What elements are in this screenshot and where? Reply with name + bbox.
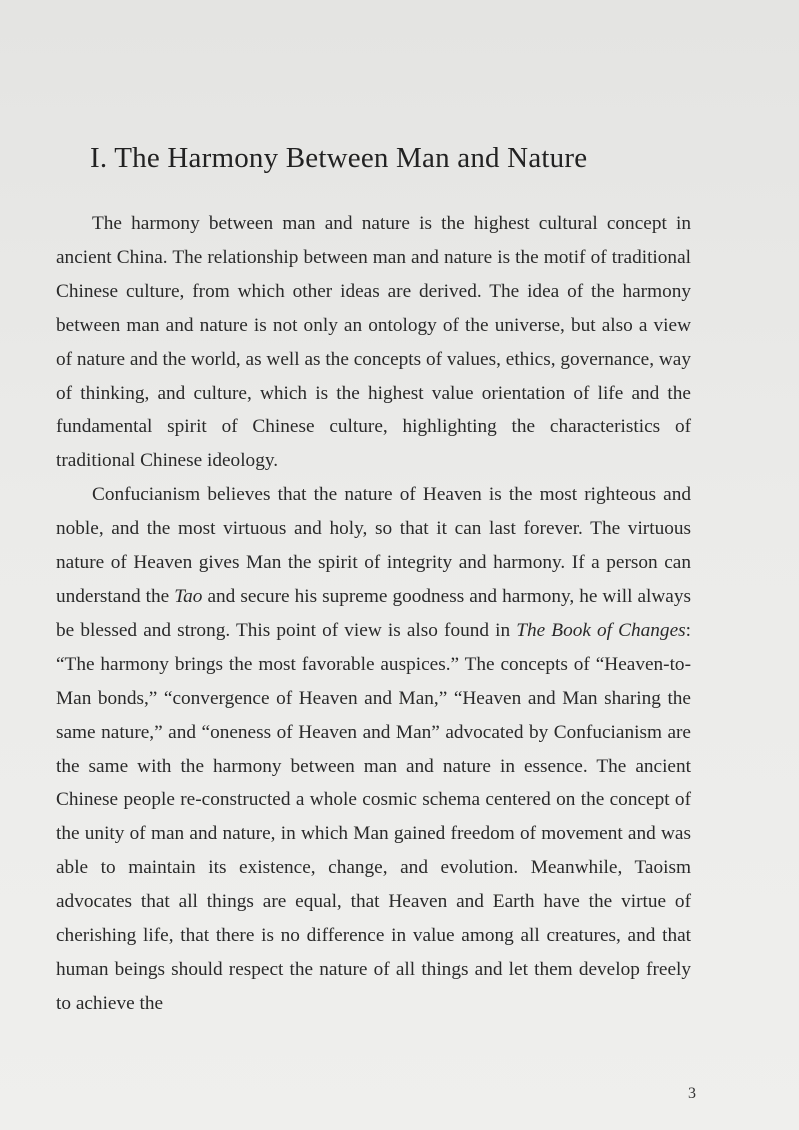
paragraph-2 — [56, 478, 691, 1021]
paragraph-2-part-c: : “The harmony brings the most favorable auspices.” The concepts of “Heaven-to-Man bonds,” “convergence of Heaven and Man,” “Heaven and Man sharing the same nature,” and “oneness of Heaven and Man” advocated by Confucianism are the same with the harmony between man and nature in essence. The ancient Chinese people re-constructed a whole cosmic schema centered on the concept of the unity of man and nature, in which Man gained freedom of movement and was able to maintain its existence, change, and evolution. Meanwhile, Taoism advocates that all things are equal, that Heaven and Earth have the virtue of cherishing life, that there is no difference in value among all creatures, and that human beings should respect the nature of all things and let them develop freely to achieve the — [56, 619, 691, 1014]
section-heading: I. The Harmony Between Man and Nature — [90, 142, 588, 174]
page-number: 3 — [688, 1085, 696, 1102]
paragraph-2-part-a: Confucianism believes that the nature of Heaven is the most righteous and noble, and the most virtuous and holy, so that it can last forever. The virtuous nature of Heaven gives Man the spirit of integrity and harmony. If a person can understand the — [56, 484, 691, 607]
italic-term-tao: Tao — [174, 585, 203, 607]
italic-book-title: The Book of Changes — [516, 619, 686, 641]
paragraph-1: The harmony between man and nature is the highest cultural concept in ancient China. The relationship between man and nature is the motif of traditional Chinese culture, from which other ideas are derived. The idea of the harmony between man and nature is not only an ontology of the universe, but also a view of nature and the world, as well as the concepts of values, ethics, governance, way of thinking, and culture, which is the highest value orientation of life and the fundamental spirit of Chinese culture, highlighting the characteristics of traditional Chinese ideology. — [56, 213, 691, 472]
paragraph-2-part-b: and secure his supreme goodness and harmony, he will always be blessed and strong. This point of view is also found in — [56, 585, 691, 641]
body-text — [56, 207, 691, 1021]
